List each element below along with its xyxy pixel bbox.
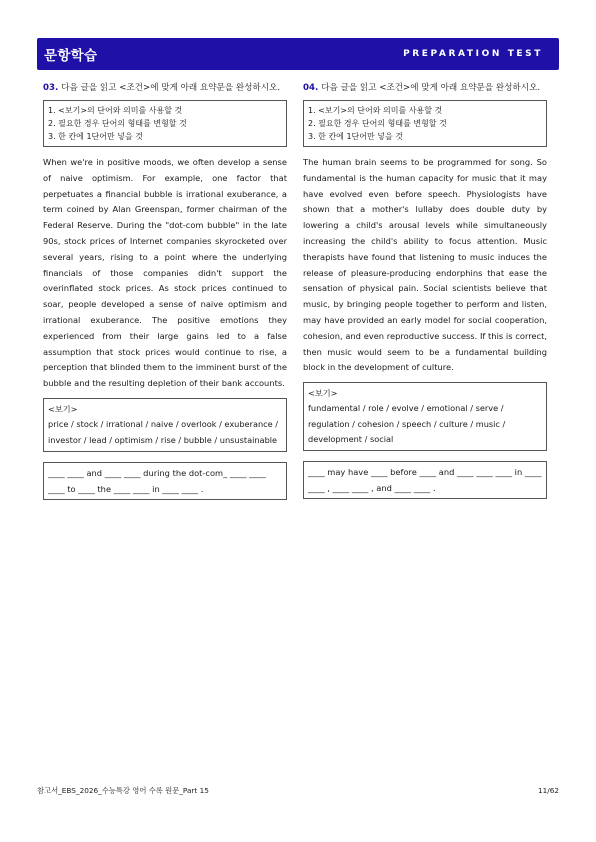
condition-item: 2. 필요한 경우 단어의 형태를 변형할 것 [48, 119, 187, 128]
conditions-box [43, 100, 287, 147]
page-header [37, 38, 559, 70]
condition-item: 2. 필요한 경우 단어의 형태를 변형할 것 [308, 119, 447, 128]
passage-text: When we're in positive moods, we often develop a sense of naive optimism. For example, one factor that perpetuates a financial bubble is irrational exuberance, a term coined by Alan Greenspan, former chairman of the Federal Reserve. During the "dot-com bubble" in the late 90s, stock prices of Internet companies skyrocketed over several years, rising to a point where the underlying financials of those companies didn't support the overinflated stock prices. As stock prices continued to soar, people developed a sense of naive optimism and irrational exuberance. The positive emotions they experienced from their large gains led to a false assumption that stock prices would continue to rise, a perception that blinded them to the imminent burst of the bubble and the resulting depletion of their bank accounts. [43, 157, 287, 389]
question-04 [303, 82, 547, 499]
footer-source: 참고서_EBS_2026_수능특강 영어 수록 원문_Part 15 [37, 786, 209, 795]
question-prompt: 다음 글을 읽고 <조건>에 맞게 아래 요약문을 완성하시오. [321, 83, 541, 93]
word-bank-words: fundamental / role / evolve / emotional / serve / regulation / cohesion / speech / culture / music / development / social [308, 403, 506, 445]
question-number: 03. [43, 83, 59, 93]
condition-item: 1. <보기>의 단어와 의미를 사용할 것 [308, 106, 443, 115]
question-heading [303, 82, 547, 94]
word-bank-title: <보기> [308, 388, 338, 399]
footer-page-number: 11/62 [537, 786, 559, 795]
summary-box: ____ may have ____ before ____ and ____ ____ ____ in ____ ____ , ____ ____ , and ____ ____ . [303, 461, 547, 499]
word-bank-words: price / stock / irrational / naive / overlook / exuberance / investor / lead / optimism / rise / bubble / unsustainable [48, 419, 279, 445]
question-heading [43, 82, 287, 94]
condition-item: 3. 한 칸에 1단어만 넣을 것 [48, 132, 143, 141]
passage-text: The human brain seems to be programmed for song. So fundamental is the human capacity for music that it may have evolved even before speech. Physiologists have shown that a mother's lullaby does double duty by lowering a child's arousal levels while simultaneously increasing the child's ability to focus attention. Music therapists have found that listening to music induces the release of pleasure-producing endorphins that ease the sensation of physical pain. Social scientists believe that music, by bringing people together to perform and listen, may have provided an early model for social cooperation, cohesion, and even reproductive success. If this is correct, then music would seem to be a fundamental building block in the development of culture. [303, 157, 547, 373]
condition-item: 1. <보기>의 단어와 의미를 사용할 것 [48, 106, 183, 115]
question-prompt: 다음 글을 읽고 <조건>에 맞게 아래 요약문을 완성하시오. [61, 83, 281, 93]
question-03 [43, 82, 287, 500]
summary-box: ____ ____ and ____ ____ during the dot-com_ ____ ____ ____ to ____ the ____ ____ in ____ ____ . [43, 462, 287, 500]
word-bank-box [43, 398, 287, 452]
word-bank-box [303, 382, 547, 451]
conditions-box [303, 100, 547, 147]
question-number: 04. [303, 83, 319, 93]
word-bank-title: <보기> [48, 403, 78, 414]
header-badge: PREPARATION TEST [403, 49, 543, 59]
header-title: 문항학습 [44, 48, 98, 64]
condition-item: 3. 한 칸에 1단어만 넣을 것 [308, 132, 403, 141]
